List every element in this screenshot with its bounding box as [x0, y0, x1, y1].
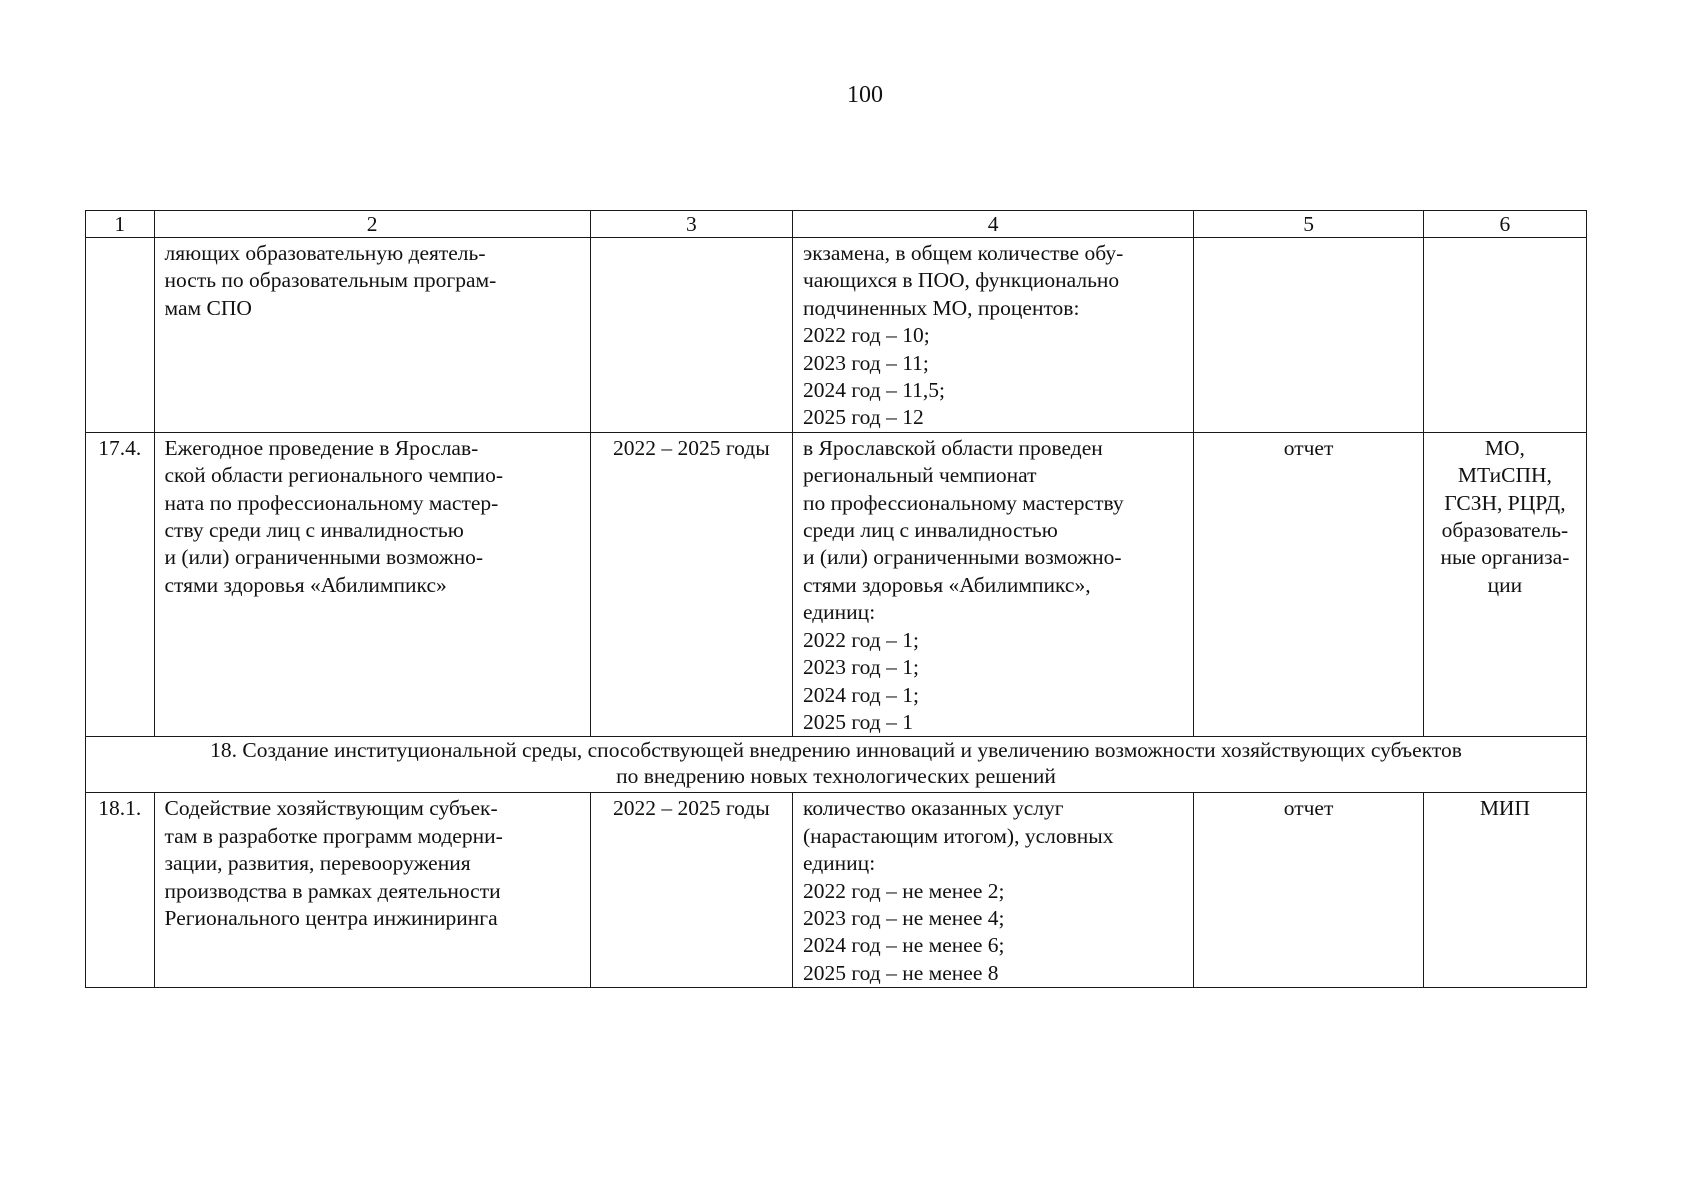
header-cell-6: 6	[1423, 211, 1586, 238]
cell-number: 18.1.	[86, 793, 155, 988]
table-row-continuation	[86, 238, 1587, 433]
header-cell-1: 1	[86, 211, 155, 238]
header-cell-4: 4	[792, 211, 1193, 238]
cell-result: отчет	[1194, 793, 1424, 988]
cell-responsible: МИП	[1423, 793, 1586, 988]
cell-period	[590, 238, 792, 433]
section-title: 18. Создание институциональной среды, способствующей внедрению инноваций и увеличению возможности хозяйствующих субъектов по внедрению новых технологических решений	[86, 737, 1587, 793]
cell-activity: Ежегодное проведение в Ярослав- ской области регионального чемпио- ната по профессиональному мастер- ству среди лиц с инвалидностью и (или) ограниченными возможно- стями здоровья «Абилимпикс»	[154, 432, 590, 736]
cell-responsible: МО, МТиСПН, ГСЗН, РЦРД, образователь- ные организа- ции	[1423, 432, 1586, 736]
table-row-18-1	[86, 793, 1587, 988]
cell-activity: ляющих образовательную деятель- ность по образовательным програм- мам СПО	[154, 238, 590, 433]
cell-indicator: количество оказанных услуг (нарастающим итогом), условных единиц: 2022 год – не менее 2; 2023 год – не менее 4; 2024 год – не менее 6; 2025 год – не менее 8	[792, 793, 1193, 988]
cell-number	[86, 238, 155, 433]
cell-result	[1194, 238, 1424, 433]
plan-table	[85, 210, 1587, 988]
header-cell-3: 3	[590, 211, 792, 238]
header-cell-5: 5	[1194, 211, 1424, 238]
cell-indicator: экзамена, в общем количестве обу- чающихся в ПОО, функционально подчиненных МО, процентов: 2022 год – 10; 2023 год – 11; 2024 год – 11,5; 2025 год – 12	[792, 238, 1193, 433]
cell-indicator: в Ярославской области проведен региональный чемпионат по профессиональному мастерству среди лиц с инвалидностью и (или) ограниченными возможно- стями здоровья «Абилимпикс», единиц: 2022 год – 1; 2023 год – 1; 2024 год – 1; 2025 год – 1	[792, 432, 1193, 736]
page-number: 100	[847, 82, 883, 108]
section-row-18	[86, 737, 1587, 793]
table-header-row	[86, 211, 1587, 238]
cell-number: 17.4.	[86, 432, 155, 736]
cell-period: 2022 – 2025 годы	[590, 432, 792, 736]
cell-responsible	[1423, 238, 1586, 433]
cell-period: 2022 – 2025 годы	[590, 793, 792, 988]
cell-result: отчет	[1194, 432, 1424, 736]
cell-activity: Содействие хозяйствующим субъек- там в разработке программ модерни- зации, развития, перевооружения производства в рамках деятельности Регионального центра инжиниринга	[154, 793, 590, 988]
header-cell-2: 2	[154, 211, 590, 238]
table-row-17-4	[86, 432, 1587, 736]
